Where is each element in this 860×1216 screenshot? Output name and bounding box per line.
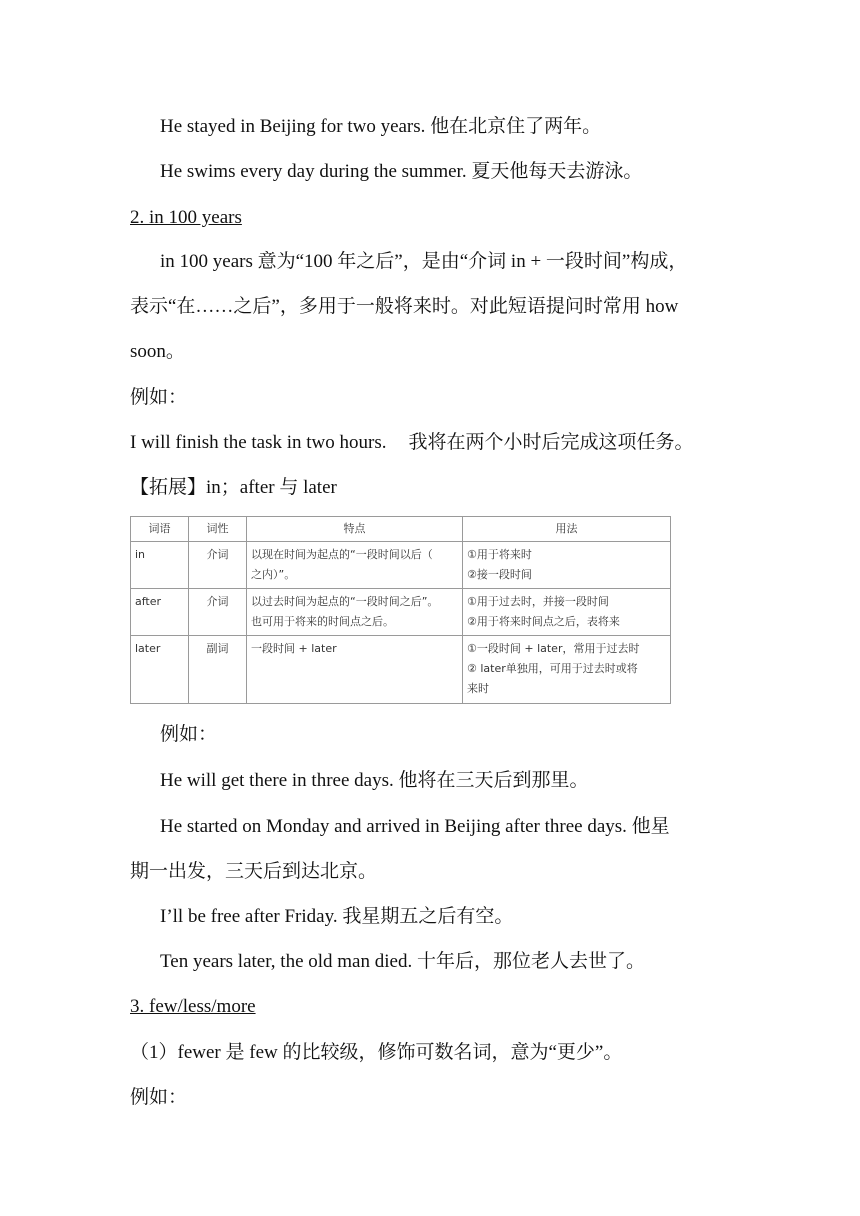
example-sentence-stayed: He stayed in Beijing for two years. 他在北京住了两年。 <box>160 116 602 137</box>
example-sentence-ten-years: Ten years later, the old man died. 十年后，那位老人去世了。 <box>160 951 645 972</box>
example-sentence-finish <box>130 431 694 455</box>
table-cell-feature: 以现在时间为起点的“一段时间以后（ 之内）”。 <box>247 542 463 589</box>
table-cell-pos: 介词 <box>189 542 247 589</box>
table-cell-usage: ①用于过去时，并接一段时间 ②用于将来时间点之后，表将来 <box>463 589 671 636</box>
table-cell-pos: 介词 <box>189 589 247 636</box>
example-sentence-three-days: He will get there in three days. 他将在三天后到那里。 <box>160 770 589 791</box>
table-header-feature: 特点 <box>247 517 463 542</box>
comparison-table <box>130 516 671 704</box>
section-3-point-1: （1）fewer 是 few 的比较级，修饰可数名词，意为“更少”。 <box>130 1042 623 1063</box>
section-2-paragraph-line-2: 表示“在……之后”，多用于一般将来时。对此短语提问时常用 how <box>130 296 679 317</box>
table-header-pos: 词性 <box>189 517 247 542</box>
example-label: 例如： <box>160 724 218 745</box>
table-cell-feature: 以过去时间为起点的“一段时间之后”。 也可用于将来的时间点之后。 <box>247 589 463 636</box>
comparison-table-image <box>130 516 672 704</box>
section-3-heading: 3. few/less/more <box>130 996 256 1017</box>
table-cell-usage: ①一段时间 + later，常用于过去时 ② later单独用，可用于过去时或将 来时 <box>463 636 671 704</box>
example-label: 例如： <box>130 387 188 408</box>
example-label: 例如： <box>130 1087 188 1108</box>
section-2-heading: 2. in 100 years <box>130 207 242 228</box>
example-sentence-friday: I’ll be free after Friday. 我星期五之后有空。 <box>160 906 514 927</box>
section-2-paragraph-line-3: soon。 <box>130 341 185 362</box>
table-cell-feature: 一段时间 + later <box>247 636 463 704</box>
table-row <box>131 542 671 589</box>
example-sentence-monday-line-2: 期一出发，三天后到达北京。 <box>130 861 378 882</box>
example-sentence-swims: He swims every day during the summer. 夏天他每天去游泳。 <box>160 161 643 182</box>
table-cell-word: in <box>131 542 189 589</box>
table-cell-word: after <box>131 589 189 636</box>
table-header-word: 词语 <box>131 517 189 542</box>
table-row <box>131 636 671 704</box>
table-header-row <box>131 517 671 542</box>
table-row <box>131 589 671 636</box>
table-cell-pos: 副词 <box>189 636 247 704</box>
example-sentence-monday-line-1: He started on Monday and arrived in Beijing after three days. 他星 <box>160 816 670 837</box>
example-sentence-finish-en: I will finish the task in two hours. <box>130 432 387 453</box>
table-cell-word: later <box>131 636 189 704</box>
expand-heading: 【拓展】in；after 与 later <box>130 477 337 498</box>
table-header-usage: 用法 <box>463 517 671 542</box>
section-2-paragraph-line-1: in 100 years 意为“100 年之后”，是由“介词 in + 一段时间”构成， <box>160 251 688 272</box>
example-sentence-finish-cn: 我将在两个小时后完成这项任务。 <box>408 432 694 453</box>
table-cell-usage: ①用于将来时 ②接一段时间 <box>463 542 671 589</box>
